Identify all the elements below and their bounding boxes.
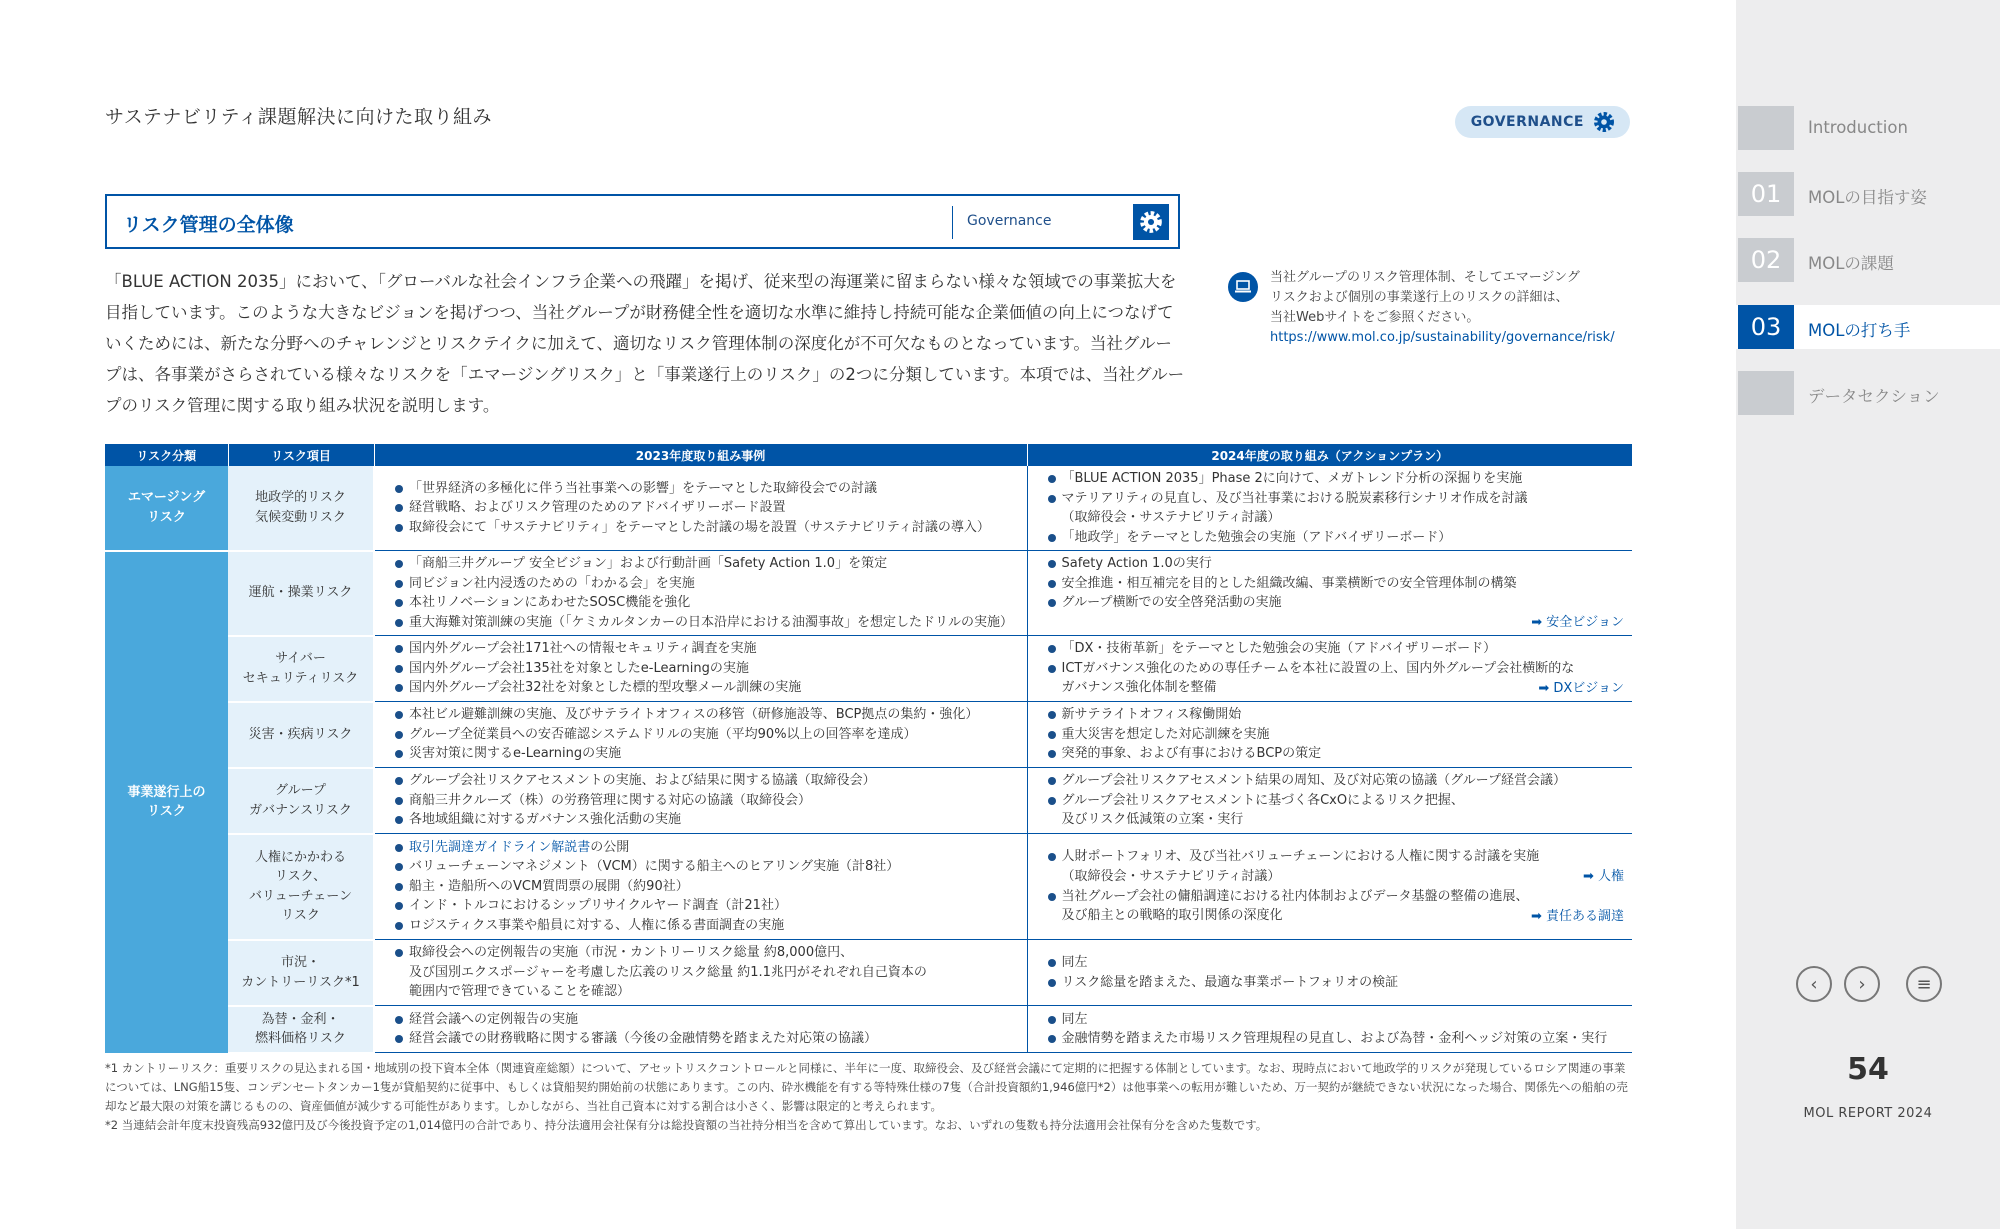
list-item xyxy=(395,838,1019,858)
list-item: 国内外グループ会社135社を対象としたe-Learningの実施 xyxy=(395,659,1019,679)
risk-item: 地政学的リスク 気候変動リスク xyxy=(228,466,374,551)
related-link[interactable]: ➡ DXビジョン xyxy=(1538,680,1624,696)
chevron-left-icon: ‹ xyxy=(1810,973,1818,995)
risk-page-link[interactable]: https://www.mol.co.jp/sustainability/governance/risk/ xyxy=(1270,330,1615,345)
list-item: 国内外グループ会社32社を対象とした標的型攻撃メール訓練の実施 xyxy=(395,678,1019,698)
page-heading: サステナビリティ課題解決に向けた取り組み xyxy=(105,106,492,128)
section-divider xyxy=(952,206,953,239)
section-title: リスク管理の全体像 xyxy=(123,214,294,236)
nav-label: データセクション xyxy=(1808,387,1940,406)
actions-2023-cell xyxy=(374,834,1027,940)
menu-button[interactable] xyxy=(1906,966,1942,1002)
next-page-button[interactable] xyxy=(1844,966,1880,1002)
reference-line: リスクおよび個別の事業遂行上のリスクの詳細は、 xyxy=(1270,290,1569,305)
list-item: 新サテライトオフィス稼働開始 xyxy=(1048,705,1625,725)
list-item: ロジスティクス事業や船員に対する、人権に係る書面調査の実施 xyxy=(395,916,1019,936)
list-item: グループ会社リスクアセスメント結果の周知、及び対応策の協議（グループ経営会議） xyxy=(1048,771,1625,791)
list-item: 本社ビル避難訓練の実施、及びサテライトオフィスの移管（研修施設等、BCP拠点の集約・強化） xyxy=(395,705,1019,725)
list-item: グループ会社リスクアセスメントの実施、および結果に関する協議（取締役会） xyxy=(395,771,1019,791)
list-item: 人財ポートフォリオ、及び当社バリューチェーンにおける人権に関する討議を実施 xyxy=(1048,847,1625,867)
risk-item: 災害・疾病リスク xyxy=(228,702,374,768)
related-link[interactable]: ➡ 安全ビジョン xyxy=(1531,614,1624,630)
page-number: 54 xyxy=(1847,1052,1889,1087)
nav-label: MOLの打ち手 xyxy=(1808,321,1911,340)
nav-number: 03 xyxy=(1738,305,1794,349)
sidebar-nav-item[interactable] xyxy=(1736,106,2000,150)
sidebar-nav-item[interactable] xyxy=(1736,371,2000,415)
footnote: *2 当連結会計年度末投資残高932億円及び今後投資予定の1,014億円の合計であり、持分法適用会社保有分は総投資額の当社持分相当を含めて算出しています。なお、いずれの隻数も持分法適用会社保有分を含めた隻数です。 xyxy=(105,1118,1268,1132)
reference-line: 当社グループのリスク管理体制、そしてエマージング xyxy=(1270,270,1580,285)
chevron-right-icon: › xyxy=(1858,973,1866,995)
list-item: （取締役会・サステナビリティ討議） xyxy=(1061,868,1281,884)
table-row xyxy=(105,768,1632,834)
guideline-link[interactable]: 取引先調達ガイドライン解説書 xyxy=(409,839,591,855)
list-item: 災害対策に関するe-Learningの実施 xyxy=(395,744,1019,764)
nav-label: MOLの目指す姿 xyxy=(1808,188,1927,207)
list-item-text: の公開 xyxy=(590,839,630,855)
list-item: 「地政学」をテーマとした勉強会の実施（アドバイザリーボード） xyxy=(1048,528,1625,548)
website-reference-text xyxy=(1270,268,1650,348)
table-row xyxy=(105,466,1632,551)
list-item: 経営戦略、およびリスク管理のためのアドバイザリーボード設置 xyxy=(395,498,1019,518)
list-item: ガバナンス強化体制を整備 xyxy=(1061,680,1217,695)
list-item: 同左 xyxy=(1048,953,1625,973)
menu-icon: ≡ xyxy=(1916,973,1932,995)
actions-2023-cell xyxy=(374,940,1027,1006)
actions-2023-cell xyxy=(374,768,1027,834)
actions-2024-cell xyxy=(1027,768,1632,834)
list-item: 同ビジョン社内浸透のための「わかる会」を実施 xyxy=(395,574,1019,594)
list-item: グループ全従業員への安否確認システムドリルの実施（平均90%以上の回答率を達成） xyxy=(395,725,1019,745)
list-item: インド・トルコにおけるシップリサイクルヤード調査（計21社） xyxy=(395,896,1019,916)
column-header: リスク分類 xyxy=(105,444,228,466)
table-header-row xyxy=(105,444,1632,466)
risk-table xyxy=(105,444,1632,1054)
column-header: リスク項目 xyxy=(228,444,374,466)
list-item: Safety Action 1.0の実行 xyxy=(1048,554,1625,574)
actions-2023-cell xyxy=(374,702,1027,768)
section-header xyxy=(105,194,1180,249)
risk-item: サイバー セキュリティリスク xyxy=(228,636,374,702)
table-row xyxy=(105,1006,1632,1053)
table-row xyxy=(105,636,1632,702)
previous-page-button[interactable] xyxy=(1796,966,1832,1002)
table-row xyxy=(105,940,1632,1006)
list-item: 取締役会への定例報告の実施（市況・カントリーリスク総量 約8,000億円、 xyxy=(395,943,1019,963)
sidebar-nav-item[interactable] xyxy=(1736,172,2000,216)
list-item: 「商船三井グループ 安全ビジョン」および行動計画「Safety Action 1.0」を策定 xyxy=(395,554,1019,574)
list-item: 船主・造船所へのVCM質問票の展開（約90社） xyxy=(395,877,1019,897)
section-gear-box xyxy=(1133,204,1169,240)
footnotes xyxy=(105,1059,1635,1135)
section-tag: Governance xyxy=(967,213,1052,229)
table-row xyxy=(105,702,1632,768)
list-item: 取締役会にて「サステナビリティ」をテーマとした討議の場を設置（サステナビリティ討議の導入） xyxy=(395,518,1019,538)
list-item: マテリアリティの見直し、及び当社事業における脱炭素移行シナリオ作成を討議 xyxy=(1048,489,1625,509)
column-header: 2024年度の取り組み（アクションプラン） xyxy=(1027,444,1632,466)
actions-2023-cell xyxy=(374,636,1027,702)
actions-2024-cell xyxy=(1027,551,1632,636)
list-item: 「世界経済の多極化に伴う当社事業への影響」をテーマとした取締役会での討議 xyxy=(395,479,1019,499)
nav-number: 01 xyxy=(1738,172,1794,216)
sidebar-nav-item[interactable] xyxy=(1736,305,2000,349)
list-item: グループ横断での安全啓発活動の実施 xyxy=(1048,593,1625,613)
report-name: MOL REPORT 2024 xyxy=(1803,1106,1933,1121)
list-item: グループ会社リスクアセスメントに基づく各CxOによるリスク把握、 xyxy=(1048,791,1625,811)
risk-item: 為替・金利・ 燃料価格リスク xyxy=(228,1006,374,1053)
related-link[interactable]: ➡ 責任ある調達 xyxy=(1530,908,1624,924)
reference-line: 当社Webサイトをご参照ください。 xyxy=(1270,310,1480,325)
governance-badge-label: GOVERNANCE xyxy=(1470,114,1584,130)
list-item: 金融情勢を踏まえた市場リスク管理規程の見直し、および為替・金利ヘッジ対策の立案・実行 xyxy=(1048,1029,1625,1049)
list-item: 範囲内で管理できていることを確認） xyxy=(409,984,631,1000)
risk-item: 市況・ カントリーリスク*1 xyxy=(228,940,374,1006)
list-item: バリューチェーンマネジメント（VCM）に関する船主へのヒアリング実施（計8社） xyxy=(395,857,1019,877)
actions-2024-cell xyxy=(1027,636,1632,702)
list-item: 及び船主との戦略的取引関係の深度化 xyxy=(1061,908,1283,923)
list-item: 重大災害を想定した対応訓練を実施 xyxy=(1048,725,1625,745)
governance-badge xyxy=(1455,106,1630,138)
list-item: 当社グループ会社の傭船調達における社内体制およびデータ基盤の整備の進展、 xyxy=(1048,887,1625,907)
risk-category: エマージング リスク xyxy=(105,466,228,551)
column-header: 2023年度取り組み事例 xyxy=(374,444,1027,466)
footnote: *1 カントリーリスク：重要リスクの見込まれる国・地域別の投下資本全体（関連資産総額）について、アセットリスクコントロールと同様に、半年に一度、取締役会、及び経営会議にて定期的に把握する体制としています。なお、現時点において地政学的リスクが発現しているロシア関連の事業については、LNG船15隻、コンデンセートタンカー1隻が貸船契約に従事中、もしくは貸船契約開始前の状態にあります。この内、砕氷機能を有する等特殊仕様の7隻（合計投資額約1,946億円*2）は他事業への転用が難しいため、万一契約が継続できない状況になった場合、関係先への船舶の売却など最大限の対策を講じるものの、資産価値が減少する可能性があります。しかしながら、当社自己資本に対する割合は小さく、影響は限定的と考えられます。 xyxy=(105,1061,1628,1113)
actions-2024-cell xyxy=(1027,834,1632,940)
list-item: 「DX・技術革新」をテーマとした勉強会の実施（アドバイザリーボード） xyxy=(1048,639,1625,659)
list-item: 商船三井クルーズ（株）の労務管理に関する対応の協議（取締役会） xyxy=(395,791,1019,811)
related-link[interactable]: ➡ 人権 xyxy=(1582,869,1624,884)
nav-label: Introduction xyxy=(1808,118,1908,137)
list-item: ICTガバナンス強化のための専任チームを本社に設置の上、国内外グループ会社横断的な xyxy=(1048,659,1625,679)
nav-number xyxy=(1738,106,1794,150)
nav-number: 02 xyxy=(1738,238,1794,282)
list-item: 安全推進・相互補完を目的とした組織改編、事業横断での安全管理体制の構築 xyxy=(1048,574,1625,594)
actions-2024-cell xyxy=(1027,1006,1632,1053)
list-item: 国内外グループ会社171社への情報セキュリティ調査を実施 xyxy=(395,639,1019,659)
list-item: （取締役会・サステナビリティ討議） xyxy=(1061,510,1281,525)
list-item: 各地域組織に対するガバナンス強化活動の実施 xyxy=(395,810,1019,830)
list-item: 及び国別エクスポージャーを考慮した広義のリスク総量 約1.1兆円がそれぞれ自己資本の xyxy=(409,964,927,980)
table-row xyxy=(105,551,1632,636)
list-item: 突発的事象、および有事におけるBCPの策定 xyxy=(1048,744,1625,764)
intro-paragraph: 「BLUE ACTION 2035」において、「グローバルな社会インフラ企業への飛躍」を掲げ、従来型の海運業に留まらない様々な領域での事業拡大を目指しています。このような大きなビジョンを掲げつつ、当社グループが財務健全性を適切な水準に維持し持続可能な企業価値の向上につなげていくためには、新たな分野へのチャレンジとリスクテイクに加えて、適切なリスク管理体制の深度化が不可欠なものとなっています。当社グループは、各事業がさらされている様々なリスクを「エマージングリスク」と「事業遂行上のリスク」の2つに分類しています。本項では、当社グループのリスク管理に関する取り組み状況を説明します。 xyxy=(105,272,1185,415)
nav-number xyxy=(1738,371,1794,415)
gear-icon xyxy=(1592,110,1616,134)
list-item: 同左 xyxy=(1048,1010,1625,1030)
gear-icon xyxy=(1138,209,1164,235)
laptop-icon xyxy=(1228,272,1258,302)
table-row xyxy=(105,834,1632,940)
list-item: 重大海難対策訓練の実施（「ケミカルタンカーの日本沿岸における油濁事故」を想定したドリルの実施） xyxy=(395,613,1019,633)
risk-item: 人権にかかわる リスク、 バリューチェーン リスク xyxy=(228,834,374,940)
actions-2024-cell xyxy=(1027,702,1632,768)
list-item: 本社リノベーションにあわせたSOSC機能を強化 xyxy=(395,593,1019,613)
actions-2024-cell xyxy=(1027,940,1632,1006)
actions-2023-cell xyxy=(374,551,1027,636)
list-item: リスク総量を踏まえた、最適な事業ポートフォリオの検証 xyxy=(1048,973,1625,993)
list-item: 及びリスク低減策の立案・実行 xyxy=(1061,812,1244,828)
actions-2023-cell xyxy=(374,466,1027,551)
actions-2023-cell xyxy=(374,1006,1027,1053)
list-item: 「BLUE ACTION 2035」Phase 2に向けて、メガトレンド分析の深掘りを実施 xyxy=(1048,469,1625,489)
risk-category: 事業遂行上の リスク xyxy=(105,551,228,1053)
sidebar-nav-item[interactable] xyxy=(1736,238,2000,282)
list-item: 経営会議での財務戦略に関する審議（今後の金融情勢を踏まえた対応策の協議） xyxy=(395,1029,1019,1049)
list-item: 経営会議への定例報告の実施 xyxy=(395,1010,1019,1030)
nav-label: MOLの課題 xyxy=(1808,254,1894,273)
actions-2024-cell xyxy=(1027,466,1632,551)
risk-item: グループ ガバナンスリスク xyxy=(228,768,374,834)
risk-item: 運航・操業リスク xyxy=(228,551,374,636)
